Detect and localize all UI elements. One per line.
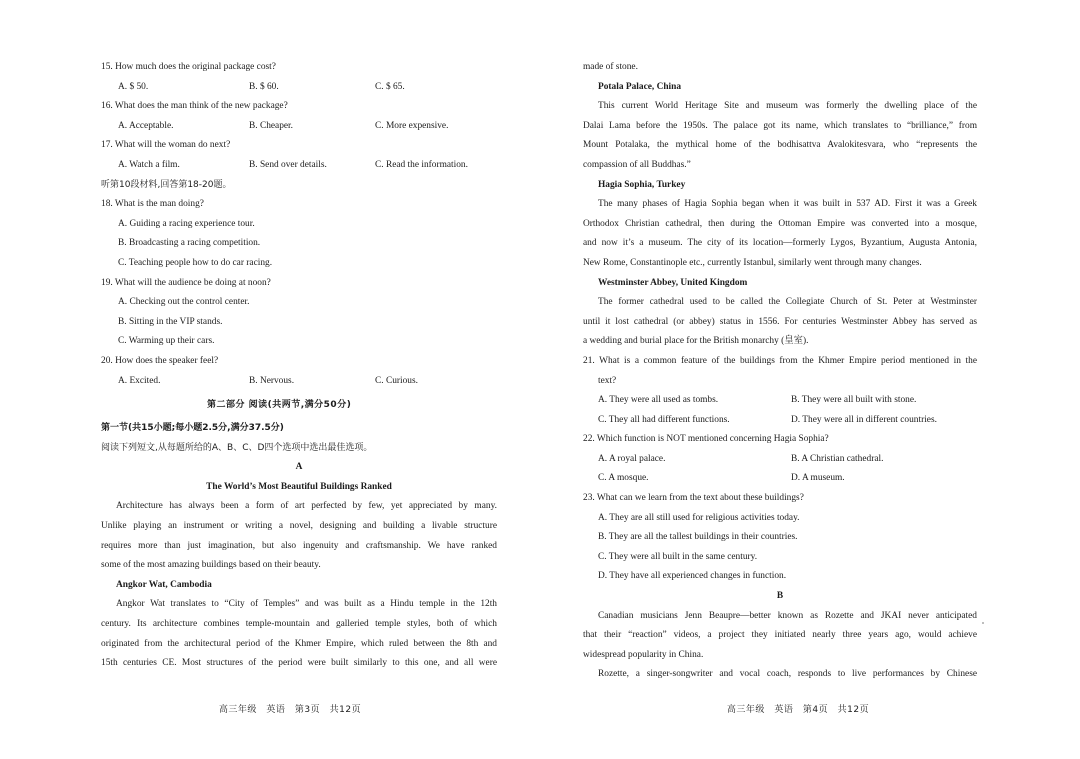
paragraph-line: Unlike playing an instrument or writing a novel, designing and building a livable structure bbox=[101, 521, 497, 532]
right-column bbox=[583, 58, 977, 685]
option: B. Cheaper. bbox=[249, 120, 293, 131]
option: A. A royal palace. bbox=[598, 453, 666, 464]
option: D. They were all in different countries. bbox=[791, 414, 937, 425]
option: A. Watch a film. bbox=[118, 159, 180, 170]
right-exam-page bbox=[540, 0, 1080, 759]
paragraph-line: century. Its architecture combines temple-mountain and galleried temple styles, both of which bbox=[101, 619, 497, 630]
question-22-options-row bbox=[583, 450, 977, 470]
paragraph-line: Rozette, a singer-songwriter and vocal coach, responds to live performances by Chinese bbox=[598, 669, 977, 680]
option: C. They were all built in the same century. bbox=[598, 551, 758, 562]
option: B. Send over details. bbox=[249, 159, 327, 170]
option: D. A museum. bbox=[791, 473, 845, 484]
paragraph-line: Orthodox Christian cathedral, then during the Ottoman Empire was converted into a mosque, bbox=[583, 218, 977, 229]
question-15-options bbox=[101, 78, 497, 98]
paragraph-line: widespread popularity in China. bbox=[583, 649, 704, 660]
question-16-options bbox=[101, 117, 497, 137]
paragraph-line: made of stone. bbox=[583, 62, 638, 72]
angkor-heading: Angkor Wat, Cambodia bbox=[116, 579, 212, 590]
option: B. Sitting in the VIP stands. bbox=[118, 316, 223, 327]
paragraph-line: Mount Potalaka, the mythical home of the bodhisattva Avalokitesvara, who “represents the bbox=[583, 140, 977, 151]
question-21-stem-cont: text? bbox=[598, 375, 617, 386]
question-17-options bbox=[101, 156, 497, 176]
passage-b-label: B bbox=[776, 591, 784, 602]
question-21-options-row bbox=[583, 391, 977, 411]
question-22-options-row bbox=[583, 469, 977, 489]
part-two-title: 第二部分 阅读(共两节,满分50分) bbox=[207, 400, 352, 411]
question-17-stem: 17. What will the woman do next? bbox=[101, 140, 231, 151]
paragraph-line: and now it’s a museum. The city of its location—formerly Lygos, Byzantium, Augusta Antonia, bbox=[583, 238, 977, 249]
paragraph-line: Architecture has always been a form of art perfected by few, yet appreciated by many. bbox=[116, 501, 497, 512]
left-column bbox=[101, 58, 497, 674]
option: B. Broadcasting a racing competition. bbox=[118, 238, 261, 249]
option: A. Acceptable. bbox=[118, 120, 174, 131]
paragraph-line: requires more than just imagination, but also ingenuity and craftsmanship. We have ranked bbox=[101, 540, 497, 551]
question-21-options-row bbox=[583, 411, 977, 431]
paragraph-line: until it lost cathedral (or abbey) status in 1556. For centuries Westminster Abbey has served as bbox=[583, 316, 977, 327]
paragraph-line: 15th centuries CE. Most structures of the period were built similarly to this one, and all were bbox=[101, 658, 497, 669]
paragraph-line: that their “reaction” videos, a project they initiated nearly three years ago, would achieve bbox=[583, 630, 977, 641]
question-23-stem: 23. What can we learn from the text about these buildings? bbox=[583, 493, 804, 504]
page-footer: 高三年级 英语 第4页 共12页 bbox=[726, 705, 870, 715]
potala-heading: Potala Palace, China bbox=[598, 81, 682, 92]
option: C. Teaching people how to do car racing. bbox=[118, 257, 273, 268]
option: B. $ 60. bbox=[249, 81, 279, 92]
option: C. $ 65. bbox=[375, 81, 405, 92]
option: B. A Christian cathedral. bbox=[791, 453, 884, 464]
scan-speck bbox=[982, 622, 984, 624]
paragraph-line: New Rome, Constantinople etc., currently Istanbul, similarly went through many changes. bbox=[583, 257, 922, 268]
option: B. Nervous. bbox=[249, 375, 295, 386]
paragraph-line: some of the most amazing buildings based on their beauty. bbox=[101, 560, 321, 571]
paragraph-line: The former cathedral used to be called the Collegiate Church of St. Peter at Westminster bbox=[598, 297, 977, 308]
question-15-stem: 15. How much does the original package cost? bbox=[101, 62, 276, 72]
passage-a-label: A bbox=[295, 462, 303, 473]
option: C. Curious. bbox=[375, 375, 418, 386]
option: C. They all had different functions. bbox=[598, 414, 730, 425]
paragraph-line: a wedding and burial place for the British monarchy (皇室). bbox=[583, 336, 809, 347]
paragraph-line: originated from the architectural period of the Khmer Empire, which ruled between the 8th and bbox=[101, 638, 497, 649]
paragraph-line: Angkor Wat translates to “City of Temples” and was built as a Hindu temple in the 12th bbox=[116, 599, 497, 610]
option: D. They have all experienced changes in function. bbox=[598, 571, 787, 582]
hagia-heading: Hagia Sophia, Turkey bbox=[598, 179, 686, 190]
question-20-options bbox=[101, 372, 497, 392]
westminster-heading: Westminster Abbey, United Kingdom bbox=[598, 277, 748, 288]
option: A. They are all still used for religious activities today. bbox=[598, 512, 800, 523]
option: C. Read the information. bbox=[375, 159, 468, 170]
question-20-stem: 20. How does the speaker feel? bbox=[101, 355, 219, 366]
paragraph-line: compassion of all Buddhas.” bbox=[583, 159, 691, 170]
option: C. More expensive. bbox=[375, 120, 449, 131]
option: A. Checking out the control center. bbox=[118, 297, 250, 308]
paragraph-line: The many phases of Hagia Sophia began when it was built in 537 AD. First it was a Greek bbox=[598, 199, 977, 210]
page-footer: 高三年级 英语 第3页 共12页 bbox=[218, 705, 362, 715]
option: A. They were all used as tombs. bbox=[598, 395, 719, 406]
option: C. A mosque. bbox=[598, 473, 649, 484]
option: A. Excited. bbox=[118, 375, 161, 386]
question-21-stem: 21. What is a common feature of the buildings from the Khmer Empire period mentioned in the bbox=[583, 355, 977, 366]
option: A. Guiding a racing experience tour. bbox=[118, 218, 255, 229]
question-16-stem: 16. What does the man think of the new package? bbox=[101, 101, 288, 112]
option: A. $ 50. bbox=[118, 81, 149, 92]
paragraph-line: Canadian musicians Jenn Beaupre—better known as Rozette and JKAI never anticipated bbox=[598, 610, 977, 621]
section-one-heading: 第一节(共15小题;每小题2.5分,满分37.5分) bbox=[101, 423, 284, 434]
option: C. Warming up their cars. bbox=[118, 336, 215, 347]
passage-a-title: The World’s Most Beautiful Buildings Ranked bbox=[206, 481, 392, 492]
question-18-stem: 18. What is the man doing? bbox=[101, 199, 204, 210]
question-22-stem: 22. Which function is NOT mentioned concerning Hagia Sophia? bbox=[583, 434, 829, 445]
question-19-stem: 19. What will the audience be doing at noon? bbox=[101, 277, 271, 288]
reading-instructions: 阅读下列短文,从每题所给的A、B、C、D四个选项中选出最佳选项。 bbox=[101, 442, 373, 453]
option: B. They are all the tallest buildings in their countries. bbox=[598, 532, 798, 543]
listening-instruction: 听第10段材料,回答第18-20题。 bbox=[101, 179, 232, 190]
option: B. They were all built with stone. bbox=[791, 395, 917, 406]
paragraph-line: This current World Heritage Site and museum was formerly the dwelling place of the bbox=[598, 101, 977, 112]
paragraph-line: Dalai Lama before the 1950s. The palace got its name, which translates to “brilliance,” from bbox=[583, 120, 977, 131]
